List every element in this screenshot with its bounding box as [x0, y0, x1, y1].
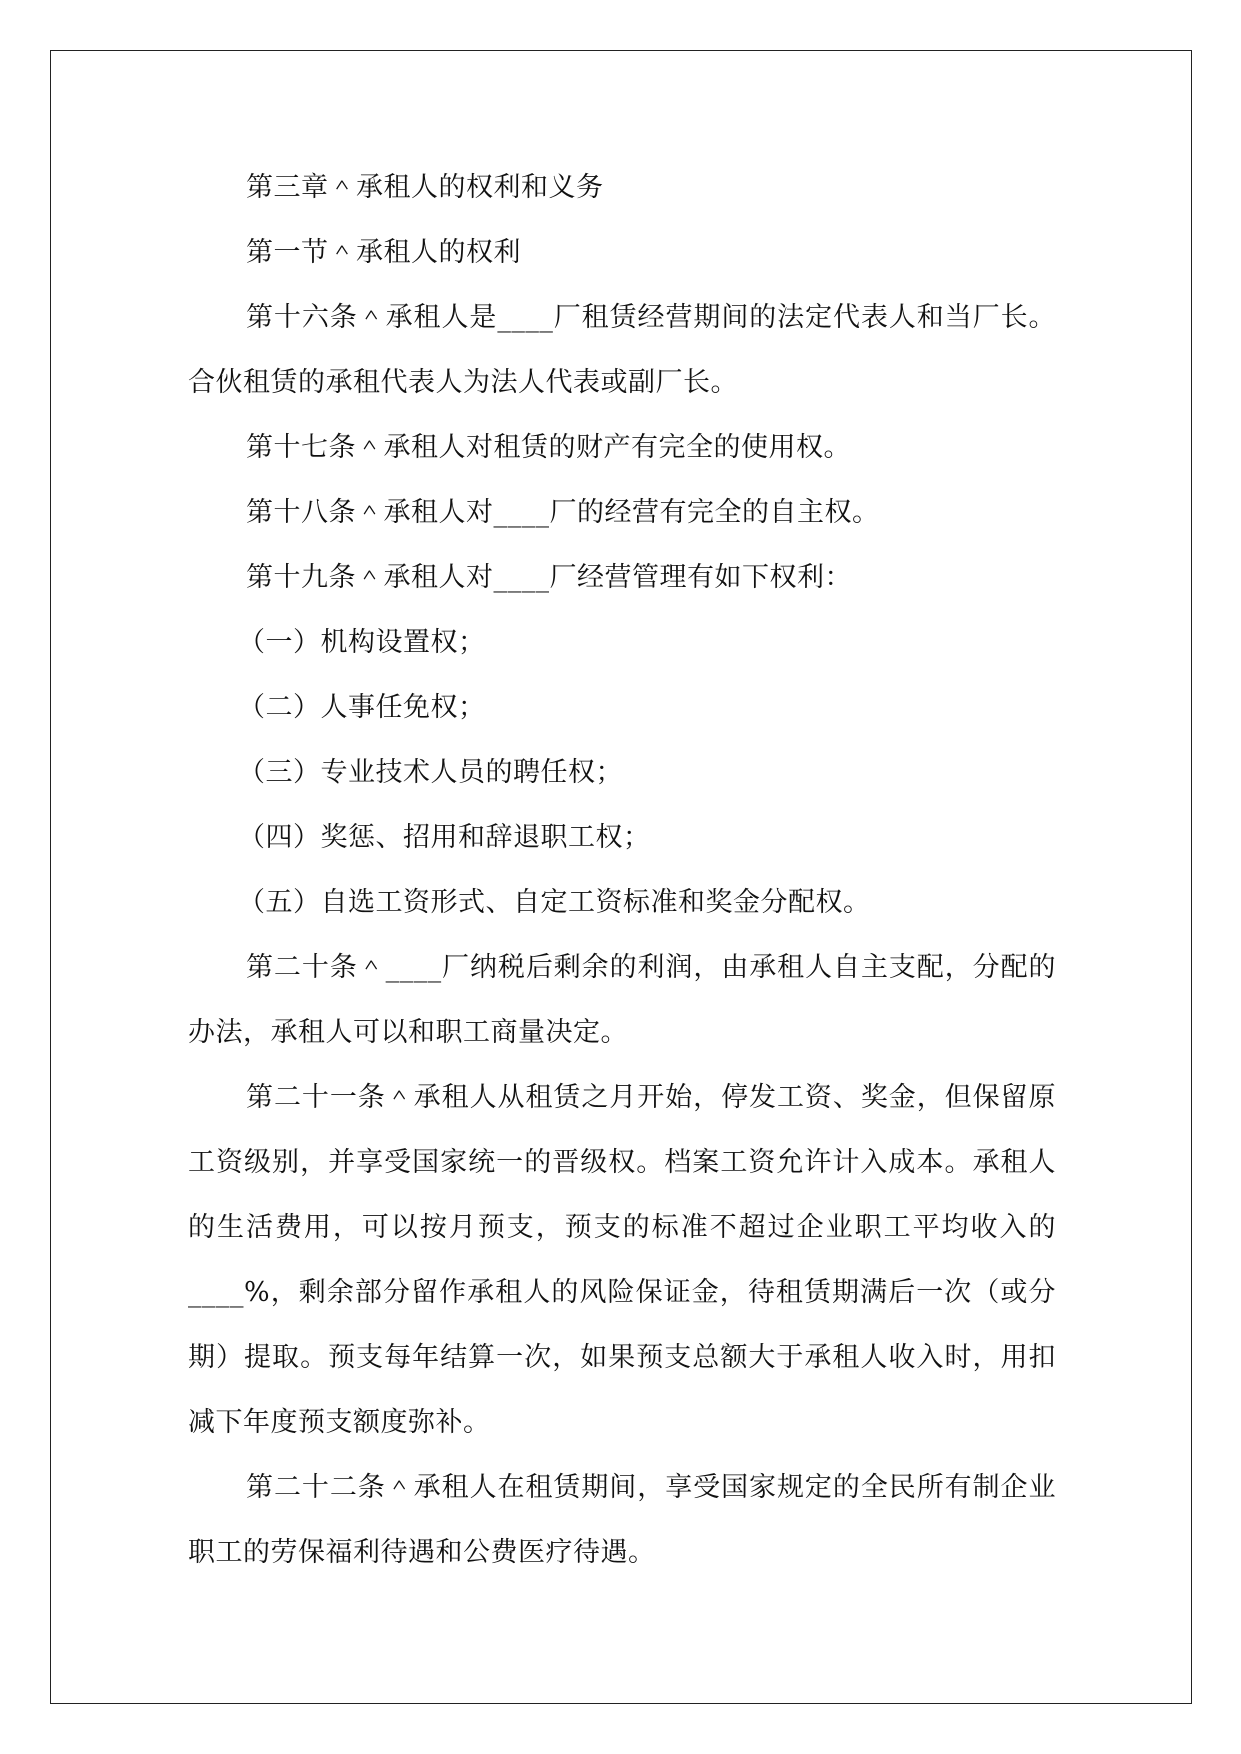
list-item-4: （四）奖惩、招用和辞退职工权；	[238, 822, 651, 853]
list-item-5: （五）自选工资形式、自定工资标准和奖金分配权。	[238, 887, 871, 918]
chapter-heading: 第三章＾承租人的权利和义务	[246, 172, 604, 203]
list-item-3: （三）专业技术人员的聘任权；	[238, 757, 623, 788]
article-18: 第十八条＾承租人对____厂的经营有完全的自主权。	[246, 497, 880, 528]
article-21: 第二十一条＾承租人从租赁之月开始，停发工资、奖金，但保留原工资级别，并享受国家统一的晋级权。档案工资允许计入成本。承租人的生活费用，可以按月预支，预支的标准不超过企业职工平均收入的____%，剩余部分留作承租人的风险保证金，待租赁期满后一次（或分期）提取。预支每年结算一次，如果预支总额大于承租人收入时，用扣减下年度预支额度弥补。	[188, 1082, 1056, 1438]
list-item-2: （二）人事任免权；	[238, 692, 486, 723]
list-item-1: （一）机构设置权；	[238, 627, 486, 658]
section-heading: 第一节＾承租人的权利	[246, 237, 521, 268]
article-19: 第十九条＾承租人对____厂经营管理有如下权利：	[246, 562, 852, 593]
article-22: 第二十二条＾承租人在租赁期间，享受国家规定的全民所有制企业职工的劳保福利待遇和公费医疗待遇。	[188, 1472, 1056, 1568]
document-body	[188, 155, 1056, 1585]
article-20: 第二十条＾____厂纳税后剩余的利润，由承租人自主支配，分配的办法，承租人可以和职工商量决定。	[188, 952, 1056, 1048]
article-16: 第十六条＾承租人是____厂租赁经营期间的法定代表人和当厂长。合伙租赁的承租代表人为法人代表或副厂长。	[188, 302, 1056, 398]
article-17: 第十七条＾承租人对租赁的财产有完全的使用权。	[246, 432, 851, 463]
